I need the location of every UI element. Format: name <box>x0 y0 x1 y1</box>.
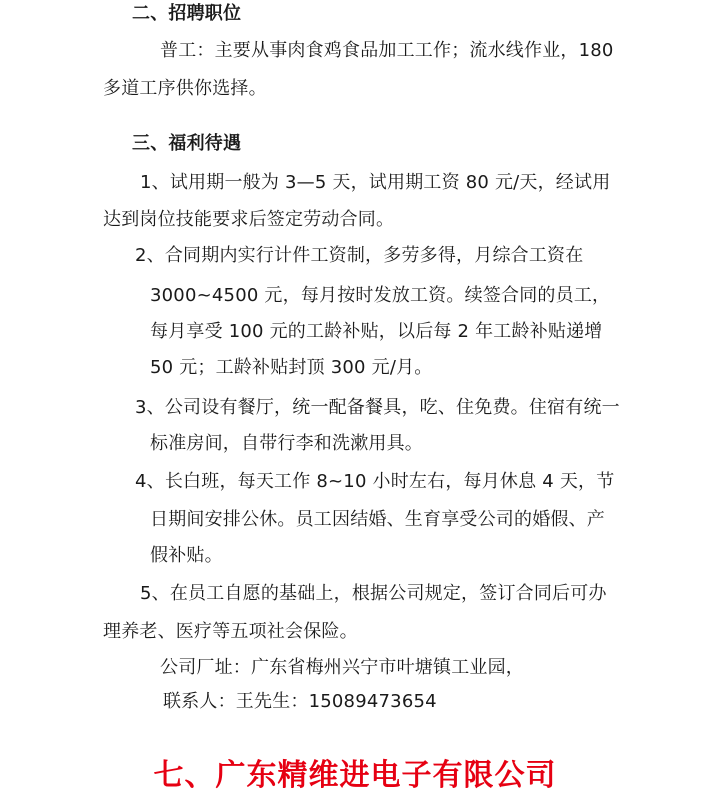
contact-person: 联系人：王先生：15089473654 <box>163 691 437 712</box>
benefit-item-1-cont: 达到岗位技能要求后签定劳动合同。 <box>103 209 395 230</box>
benefit-item-3: 3、公司设有餐厅，统一配备餐具，吃、住免费。住宿有统一 <box>135 397 620 418</box>
benefit-item-2: 2、合同期内实行计件工资制，多劳多得，月综合工资在 <box>135 245 584 266</box>
benefit-item-2-cont: 50 元；工龄补贴封顶 300 元/月。 <box>150 357 433 378</box>
benefit-item-4-cont: 假补贴。 <box>150 545 223 566</box>
company-address: 公司厂址：广东省梅州兴宁市叶塘镇工业园， <box>160 657 524 678</box>
benefits-heading: 三、福利待遇 <box>132 133 242 154</box>
positions-heading: 二、招聘职位 <box>132 3 242 24</box>
benefit-item-1: 1、试用期一般为 3—5 天，试用期工资 80 元/天，经试用 <box>140 172 611 193</box>
benefit-item-2-cont: 每月享受 100 元的工龄补贴，以后每 2 年工龄补贴递增 <box>150 321 603 342</box>
benefit-item-5-cont: 理养老、医疗等五项社会保险。 <box>103 621 358 642</box>
benefit-item-2-cont: 3000~4500 元，每月按时发放工资。续签合同的员工， <box>150 285 611 306</box>
benefit-item-3-cont: 标准房间，自带行李和洗漱用具。 <box>150 433 423 454</box>
next-company-title: 七、广东精维进电子有限公司 <box>153 758 557 793</box>
positions-body-line: 多道工序供你选择。 <box>103 78 267 99</box>
benefit-item-4-cont: 日期间安排公休。员工因结婚、生育享受公司的婚假、产 <box>150 509 605 530</box>
positions-body-line: 普工：主要从事肉食鸡食品加工工作；流水线作业，180 <box>160 40 614 61</box>
benefit-item-4: 4、长白班，每天工作 8~10 小时左右，每月休息 4 天，节 <box>135 471 615 492</box>
benefit-item-5: 5、在员工自愿的基础上，根据公司规定，签订合同后可办 <box>140 583 607 604</box>
